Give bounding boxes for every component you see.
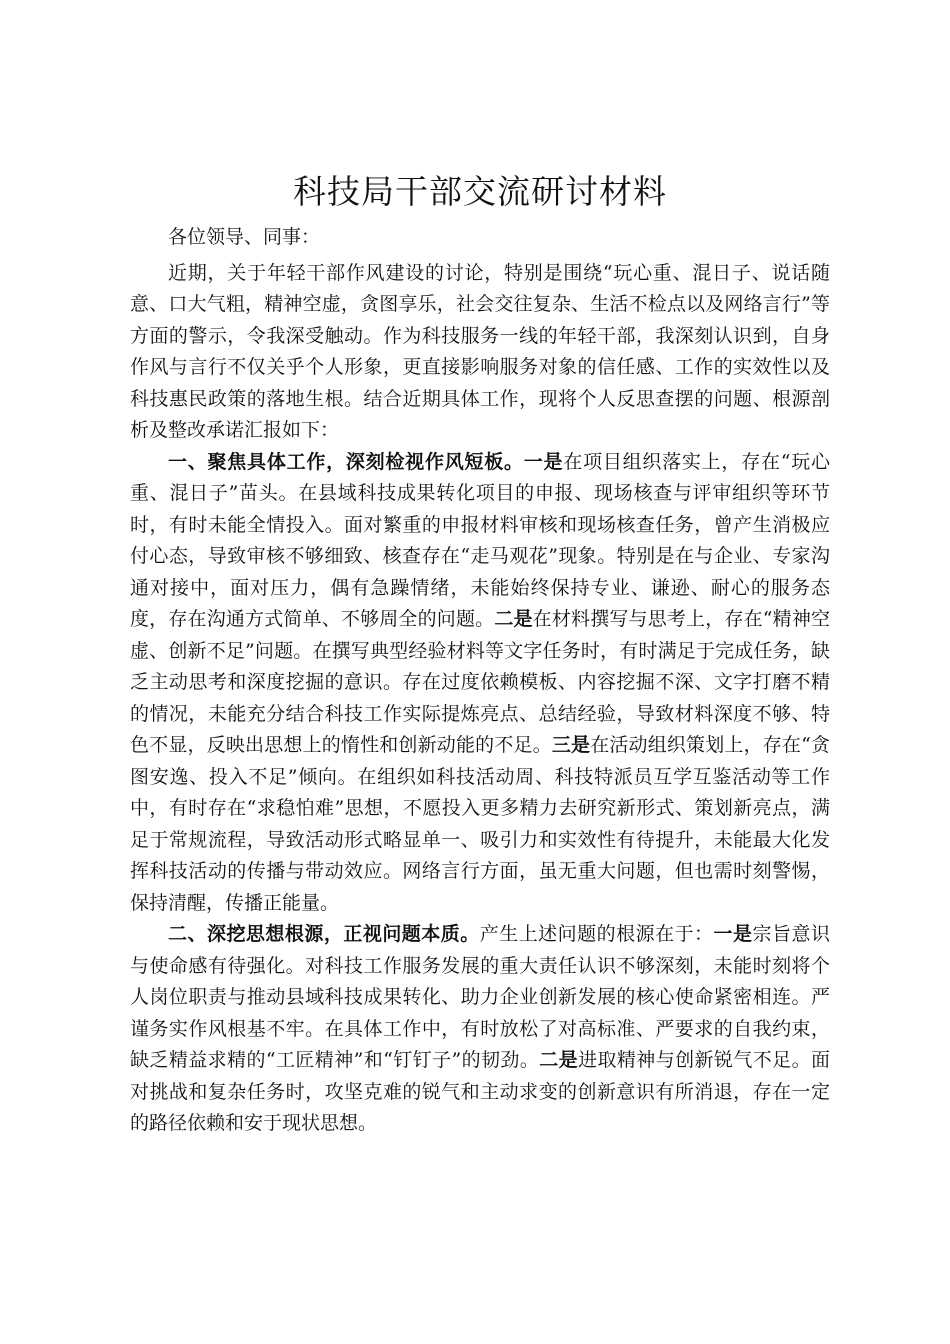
- section-1-text-2: 在材料撰写与思考上，存在“精神空虚、创新不足”问题。在撰写典型经验材料等文字任务时，有时满足于完成任务，缺乏主动思考和深度挖掘的意识。存在过度依赖模板、内容挖掘不深、文字打磨不精的情况，未能充分结合科技工作实际提炼亮点、总结经验，导致材料深度不够、特色不显，反映出思想上的惰性和创新动能的不足。: [130, 608, 830, 756]
- section-1-heading: 一、聚焦具体工作，深刻检视作风短板。: [168, 450, 524, 473]
- section-2-lead-1: 一是: [713, 923, 753, 945]
- section-1-paragraph: [130, 447, 830, 920]
- section-2-paragraph: [130, 919, 830, 1140]
- section-2-lead-2: 二是: [539, 1049, 579, 1071]
- section-2-text-1: 宗旨意识与使命感有待强化。对科技工作服务发展的重大责任认识不够深刻，未能时刻将个人岗位职责与推动县域科技成果转化、助力企业创新发展的核心使命紧密相连。严谨务实作风根基不牢。在具体工作中，有时放松了对高标准、严要求的自我约束，缺乏精益求精的“工匠精神”和“钉钉子”的韧劲。: [130, 923, 830, 1071]
- section-2-text-0: 产生上述问题的根源在于：: [479, 923, 714, 945]
- section-1-lead-2: 二是: [494, 608, 533, 630]
- section-2-heading: 二、深挖思想根源，正视问题本质。: [168, 923, 480, 945]
- section-1-lead-3: 三是: [551, 734, 591, 756]
- salutation: 各位领导、同事：: [168, 226, 321, 248]
- intro-paragraph: 近期，关于年轻干部作风建设的讨论，特别是围绕“玩心重、混日子、说话随意、口大气粗，精神空虚，贪图享乐，社会交往复杂、生活不检点以及网络言行”等方面的警示，令我深受触动。作为科技服务一线的年轻干部，我深刻认识到，自身作风与言行不仅关乎个人形象，更直接影响服务对象的信任感、工作的实效性以及科技惠民政策的落地生根。结合近期具体工作，现将个人反思查摆的问题、根源剖析及整改承诺汇报如下：: [130, 261, 830, 441]
- section-1-lead-1: 一是: [523, 450, 564, 473]
- section-1-text-1: 在项目组织落实上，存在“玩心重、混日子”苗头。在县域科技成果转化项目的申报、现场核查与评审组织等环节时，有时未能全情投入。面对繁重的申报材料审核和现场核查任务，曾产生消极应付心态，导致审核不够细致、核查存在“走马观花”现象。特别是在与企业、专家沟通对接中，面对压力，偶有急躁情绪，未能始终保持专业、谦逊、耐心的服务态度，存在沟通方式简单、不够周全的问题。: [130, 450, 830, 630]
- document-title: 科技局干部交流研讨材料: [293, 172, 667, 211]
- section-1-text-3: 在活动组织策划上，存在“贪图安逸、投入不足”倾向。在组织如科技活动周、科技特派员互学互鉴活动等工作中，有时存在“求稳怕难”思想，不愿投入更多精力去研究新形式、策划新亮点，满足于常规流程，导致活动形式略显单一、吸引力和实效性有待提升，未能最大化发挥科技活动的传播与带动效应。网络言行方面，虽无重大问题，但也需时刻警惕，保持清醒，传播正能量。: [130, 734, 830, 914]
- document-page: [130, 168, 830, 1140]
- section-2-text-2: 进取精神与创新锐气不足。面对挑战和复杂任务时，攻坚克难的锐气和主动求变的创新意识有所消退，存在一定的路径依赖和安于现状思想。: [130, 1049, 830, 1134]
